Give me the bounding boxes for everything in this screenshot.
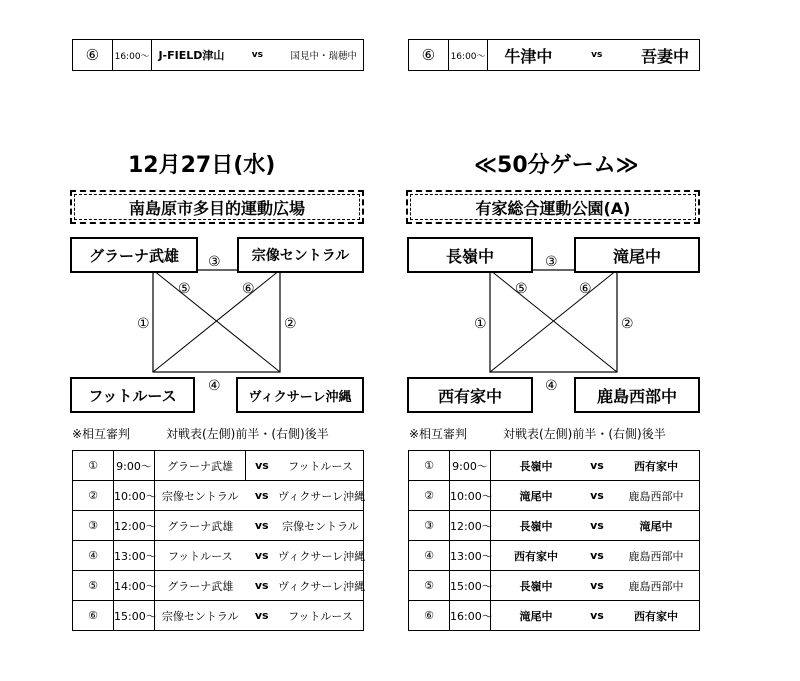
home-team: フットルース <box>155 541 246 571</box>
match-time: 14:00～ <box>114 571 155 601</box>
venue-name: 南島原市多目的運動広場 <box>128 198 305 218</box>
home-team: 長嶺中 <box>491 451 582 481</box>
match-time: 16:00～ <box>113 40 153 70</box>
team-box-bottom-right: 鹿島西部中 <box>574 377 700 413</box>
team-box-bottom-right: ヴィクサーレ沖縄 <box>236 377 364 413</box>
away-team: フットルース <box>278 601 364 631</box>
match-time: 13:00～ <box>114 541 155 571</box>
home-team: 滝尾中 <box>491 601 582 631</box>
table-row <box>409 601 700 631</box>
home-team: 西有家中 <box>491 541 582 571</box>
marker-diag-b: ⑥ <box>579 281 592 297</box>
match-number: ① <box>409 451 450 481</box>
halves-note: 対戦表(左側)前半・(右側)後半 <box>166 427 329 441</box>
away-team: 鹿島西部中 <box>613 571 700 601</box>
match-time: 16:00～ <box>449 40 489 70</box>
vs-label: vs <box>591 50 603 60</box>
team-box-bottom-left: フットルース <box>70 377 195 413</box>
marker-bottom: ④ <box>545 378 558 394</box>
vs-label: vs <box>581 481 613 511</box>
match-number: ③ <box>409 511 450 541</box>
match-number: ⑤ <box>409 571 450 601</box>
vs-label: vs <box>581 541 613 571</box>
away-team: ヴィクサーレ沖縄 <box>278 541 364 571</box>
team-box-top-right: 宗像セントラル <box>237 237 364 273</box>
away-team: 西有家中 <box>613 451 700 481</box>
away-team: 滝尾中 <box>613 511 700 541</box>
vs-label: vs <box>246 541 279 571</box>
table-row <box>409 481 700 511</box>
match-number: ④ <box>409 541 450 571</box>
team-box-top-left: グラーナ武雄 <box>70 237 198 273</box>
match-time: 13:00～ <box>450 541 491 571</box>
vs-label: vs <box>251 50 264 60</box>
match-time: 12:00～ <box>450 511 491 541</box>
halves-note: 対戦表(左側)前半・(右側)後半 <box>503 427 666 441</box>
away-team: 鹿島西部中 <box>613 541 700 571</box>
marker-diag-a: ⑤ <box>515 281 528 297</box>
venue-name: 有家総合運動公園(A) <box>475 198 631 218</box>
match-number: ② <box>73 481 114 511</box>
marker-left: ① <box>137 316 150 332</box>
match-time: 15:00～ <box>450 571 491 601</box>
home-team: グラーナ武雄 <box>155 511 246 541</box>
table-row <box>409 571 700 601</box>
match-number: ⑤ <box>73 571 114 601</box>
home-team: グラーナ武雄 <box>155 571 246 601</box>
home-team: 宗像セントラル <box>155 601 246 631</box>
vs-label: vs <box>246 451 279 481</box>
away-team: ヴィクサーレ沖縄 <box>278 481 364 511</box>
marker-right: ② <box>284 316 297 332</box>
home-team: 長嶺中 <box>491 511 582 541</box>
marker-diag-a: ⑤ <box>178 281 191 297</box>
marker-top: ③ <box>208 254 221 270</box>
marker-right: ② <box>621 316 634 332</box>
vs-label: vs <box>581 571 613 601</box>
home-team: 長嶺中 <box>491 571 582 601</box>
match-time: 9:00～ <box>114 451 155 481</box>
away-team: 吾妻中 <box>640 46 689 66</box>
game-length-heading: ≪50分ゲーム≫ <box>474 153 639 178</box>
match-number: ③ <box>73 511 114 541</box>
team-box-top-left: 長嶺中 <box>407 237 533 273</box>
table-row <box>409 541 700 571</box>
match-number: ② <box>409 481 450 511</box>
match-time: 10:00～ <box>114 481 155 511</box>
vs-label: vs <box>581 451 613 481</box>
marker-diag-b: ⑥ <box>242 281 255 297</box>
vs-label: vs <box>246 511 279 541</box>
marker-top: ③ <box>545 254 558 270</box>
team-box-top-right: 滝尾中 <box>574 237 700 273</box>
vs-label: vs <box>246 481 279 511</box>
referee-note: ※相互審判 <box>409 427 468 441</box>
away-team: フットルース <box>278 451 364 481</box>
home-team: グラーナ武雄 <box>155 451 246 481</box>
match-time: 12:00～ <box>114 511 155 541</box>
schedule-table-right <box>408 450 700 631</box>
match-number: ① <box>73 451 114 481</box>
vs-label: vs <box>581 511 613 541</box>
match-number: ⑥ <box>73 40 113 70</box>
home-team: 牛津中 <box>504 46 553 66</box>
match-time: 9:00～ <box>450 451 491 481</box>
home-team: 滝尾中 <box>491 481 582 511</box>
marker-bottom: ④ <box>208 378 221 394</box>
match-time: 16:00～ <box>450 601 491 631</box>
match-number: ⑥ <box>409 601 450 631</box>
match-time: 15:00～ <box>114 601 155 631</box>
home-team: J-FIELD津山 <box>158 49 225 62</box>
away-team: 宗像セントラル <box>278 511 364 541</box>
date-heading: 12月27日(水) <box>128 153 276 178</box>
away-team: 鹿島西部中 <box>613 481 700 511</box>
match-number: ④ <box>73 541 114 571</box>
match-number: ⑥ <box>409 40 449 70</box>
match-time: 10:00～ <box>450 481 491 511</box>
team-box-bottom-left: 西有家中 <box>407 377 533 413</box>
vs-label: vs <box>581 601 613 631</box>
away-team: ヴィクサーレ沖縄 <box>278 571 364 601</box>
match-number: ⑥ <box>73 601 114 631</box>
marker-left: ① <box>474 316 487 332</box>
home-team: 宗像セントラル <box>155 481 246 511</box>
referee-note: ※相互審判 <box>72 427 131 441</box>
table-row <box>409 451 700 481</box>
vs-label: vs <box>246 601 279 631</box>
vs-label: vs <box>246 571 279 601</box>
away-team: 西有家中 <box>613 601 700 631</box>
away-team: 国見中・瑞穂中 <box>290 51 357 62</box>
table-row <box>409 511 700 541</box>
